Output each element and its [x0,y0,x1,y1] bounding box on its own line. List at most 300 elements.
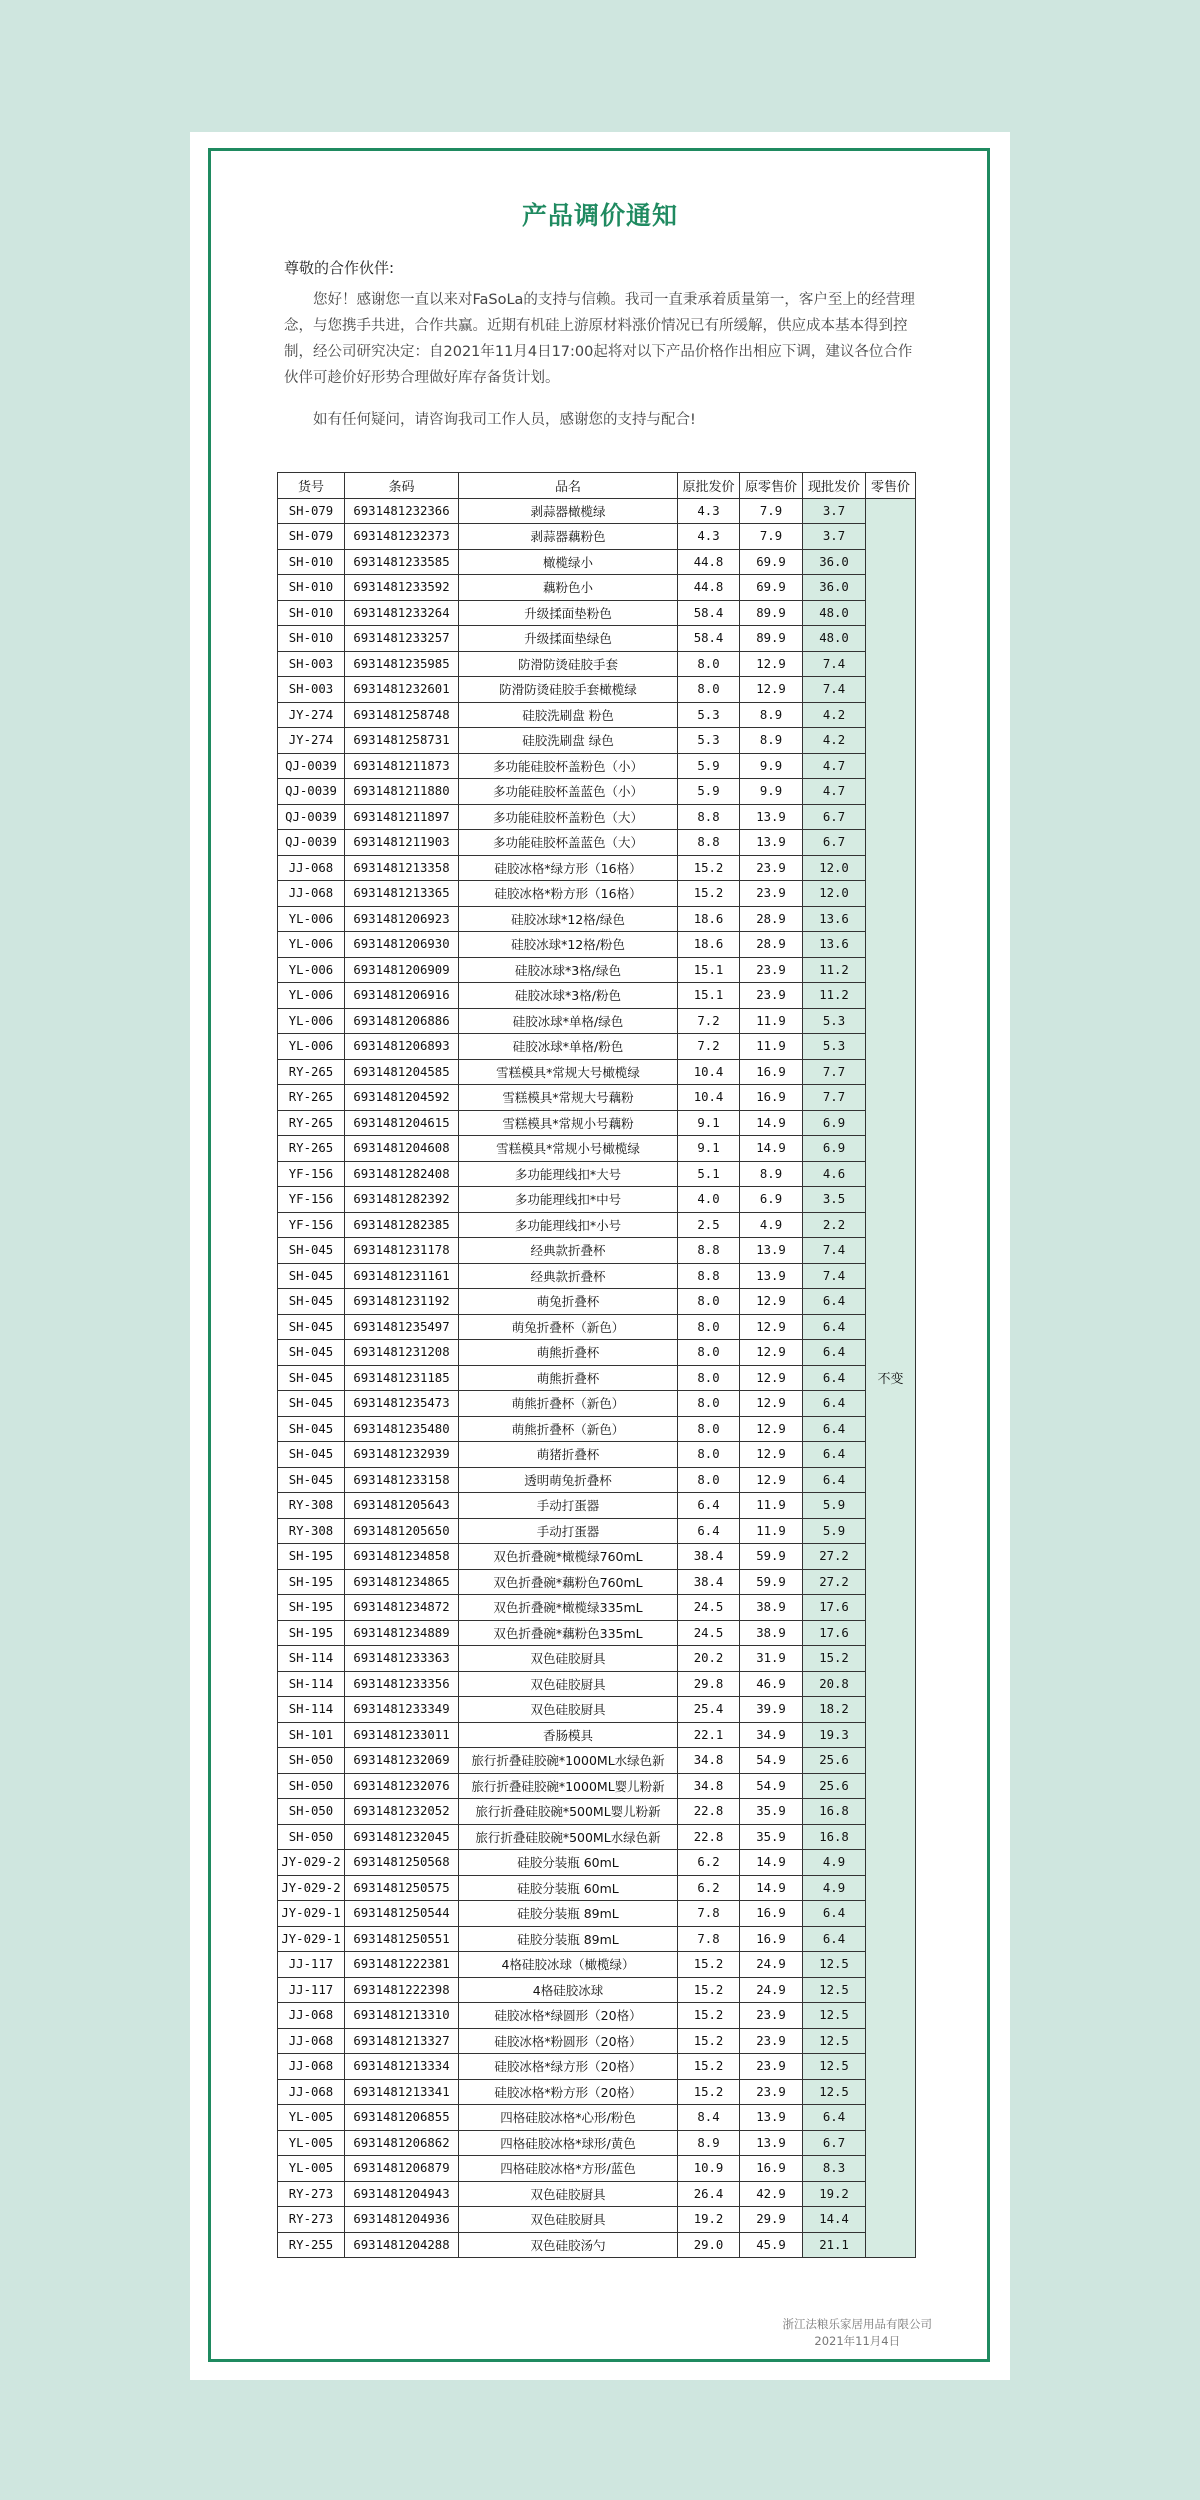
table-row [278,1263,916,1289]
table-row [278,1034,916,1060]
sku-cell: RY-255 [278,2232,345,2258]
new-wholesale-cell: 5.9 [803,1493,866,1519]
barcode-cell: 6931481204585 [345,1059,459,1085]
new-wholesale-cell: 2.2 [803,1212,866,1238]
new-wholesale-cell: 4.2 [803,728,866,754]
product-name-cell: 硅胶冰球*单格/绿色 [459,1008,678,1034]
product-name-cell: 硅胶冰格*绿圆形（20格） [459,2003,678,2029]
old-wholesale-cell: 9.1 [678,1110,740,1136]
new-wholesale-cell: 36.0 [803,549,866,575]
old-wholesale-cell: 10.9 [678,2156,740,2182]
product-name-cell: 萌兔折叠杯（新色） [459,1314,678,1340]
old-retail-cell: 11.9 [740,1493,803,1519]
old-retail-cell: 89.9 [740,626,803,652]
old-wholesale-cell: 7.2 [678,1034,740,1060]
barcode-cell: 6931481233349 [345,1697,459,1723]
product-name-cell: 四格硅胶冰格*心形/粉色 [459,2105,678,2131]
old-wholesale-cell: 24.5 [678,1620,740,1646]
table-row [278,1289,916,1315]
new-wholesale-cell: 12.0 [803,855,866,881]
old-retail-cell: 13.9 [740,804,803,830]
barcode-cell: 6931481204943 [345,2181,459,2207]
new-wholesale-cell: 11.2 [803,983,866,1009]
old-retail-cell: 16.9 [740,1085,803,1111]
old-retail-cell: 59.9 [740,1569,803,1595]
barcode-cell: 6931481213341 [345,2079,459,2105]
old-retail-cell: 12.9 [740,677,803,703]
table-row [278,1187,916,1213]
table-row [278,1697,916,1723]
table-row [278,1901,916,1927]
old-wholesale-cell: 26.4 [678,2181,740,2207]
sku-cell: YF-156 [278,1212,345,1238]
table-row [278,2207,916,2233]
old-wholesale-cell: 15.2 [678,2028,740,2054]
table-row [278,651,916,677]
notice-paragraph-1: 您好！感谢您一直以来对FaSoLa的支持与信赖。我司一直秉承着质量第一，客户至上的经营理念，与您携手共进，合作共赢。近期有机硅上游原材料涨价情况已有所缓解，供应成本基本得到控制，经公司研究决定：自2021年11月4日17:00起将对以下产品价格作出相应下调，建议各位合作伙伴可趁价好形势合理做好库存备货计划。 [284,292,915,386]
barcode-cell: 6931481235473 [345,1391,459,1417]
barcode-cell: 6931481206909 [345,957,459,983]
table-row [278,1620,916,1646]
table-row [278,1391,916,1417]
old-wholesale-cell: 7.2 [678,1008,740,1034]
barcode-cell: 6931481213334 [345,2054,459,2080]
product-name-cell: 旅行折叠硅胶碗*1000ML婴儿粉新 [459,1773,678,1799]
sku-cell: QJ-0039 [278,830,345,856]
product-name-cell: 香肠模具 [459,1722,678,1748]
table-row [278,1671,916,1697]
new-wholesale-cell: 7.7 [803,1085,866,1111]
barcode-cell: 6931481222398 [345,1977,459,2003]
table-row [278,932,916,958]
old-wholesale-cell: 38.4 [678,1569,740,1595]
old-retail-cell: 8.9 [740,702,803,728]
sku-cell: JJ-068 [278,2003,345,2029]
header-product-name: 品名 [459,473,678,499]
new-wholesale-cell: 12.5 [803,1977,866,2003]
new-wholesale-cell: 12.5 [803,2054,866,2080]
product-name-cell: 双色硅胶厨具 [459,1646,678,1672]
table-row [278,1467,916,1493]
old-wholesale-cell: 15.2 [678,2054,740,2080]
product-name-cell: 经典款折叠杯 [459,1238,678,1264]
product-name-cell: 藕粉色小 [459,575,678,601]
old-wholesale-cell: 15.1 [678,983,740,1009]
barcode-cell: 6931481232373 [345,524,459,550]
sku-cell: SH-045 [278,1314,345,1340]
new-wholesale-cell: 6.4 [803,1467,866,1493]
product-name-cell: 硅胶冰格*粉方形（16格） [459,881,678,907]
new-wholesale-cell: 5.9 [803,1518,866,1544]
old-retail-cell: 13.9 [740,2105,803,2131]
old-retail-cell: 38.9 [740,1595,803,1621]
product-name-cell: 雪糕模具*常规小号藕粉 [459,1110,678,1136]
sku-cell: SH-045 [278,1340,345,1366]
sku-cell: SH-050 [278,1799,345,1825]
new-wholesale-cell: 7.4 [803,677,866,703]
old-retail-cell: 28.9 [740,906,803,932]
new-wholesale-cell: 21.1 [803,2232,866,2258]
old-wholesale-cell: 8.9 [678,2130,740,2156]
table-row [278,1926,916,1952]
old-retail-cell: 12.9 [740,1314,803,1340]
new-wholesale-cell: 19.2 [803,2181,866,2207]
table-header-row [278,473,916,499]
old-wholesale-cell: 8.0 [678,1314,740,1340]
new-wholesale-cell: 6.7 [803,804,866,830]
sku-cell: RY-273 [278,2181,345,2207]
sku-cell: YL-006 [278,906,345,932]
table-row [278,1722,916,1748]
table-row [278,1340,916,1366]
barcode-cell: 6931481233264 [345,600,459,626]
old-wholesale-cell: 58.4 [678,600,740,626]
barcode-cell: 6931481235985 [345,651,459,677]
old-retail-cell: 34.9 [740,1722,803,1748]
product-name-cell: 4格硅胶冰球（橄榄绿） [459,1952,678,1978]
barcode-cell: 6931481232069 [345,1748,459,1774]
product-name-cell: 双色折叠碗*橄榄绿760mL [459,1544,678,1570]
table-row [278,626,916,652]
old-retail-cell: 16.9 [740,2156,803,2182]
new-wholesale-cell: 6.4 [803,1901,866,1927]
barcode-cell: 6931481233158 [345,1467,459,1493]
old-wholesale-cell: 22.1 [678,1722,740,1748]
new-wholesale-cell: 6.7 [803,830,866,856]
barcode-cell: 6931481233363 [345,1646,459,1672]
new-wholesale-cell: 13.6 [803,906,866,932]
old-retail-cell: 11.9 [740,1034,803,1060]
sku-cell: SH-050 [278,1773,345,1799]
table-row [278,1085,916,1111]
old-retail-cell: 14.9 [740,1136,803,1162]
barcode-cell: 6931481204615 [345,1110,459,1136]
table-row [278,2028,916,2054]
barcode-cell: 6931481234872 [345,1595,459,1621]
new-wholesale-cell: 5.3 [803,1034,866,1060]
barcode-cell: 6931481233356 [345,1671,459,1697]
sku-cell: RY-265 [278,1136,345,1162]
old-wholesale-cell: 18.6 [678,932,740,958]
table-row [278,1212,916,1238]
old-wholesale-cell: 10.4 [678,1059,740,1085]
barcode-cell: 6931481282385 [345,1212,459,1238]
old-wholesale-cell: 44.8 [678,549,740,575]
product-name-cell: 防滑防烫硅胶手套 [459,651,678,677]
table-row [278,728,916,754]
old-retail-cell: 23.9 [740,881,803,907]
barcode-cell: 6931481232052 [345,1799,459,1825]
barcode-cell: 6931481211903 [345,830,459,856]
new-wholesale-cell: 4.7 [803,779,866,805]
old-retail-cell: 35.9 [740,1799,803,1825]
old-wholesale-cell: 58.4 [678,626,740,652]
new-wholesale-cell: 27.2 [803,1569,866,1595]
product-name-cell: 雪糕模具*常规小号橄榄绿 [459,1136,678,1162]
header-old-retail: 原零售价 [740,473,803,499]
new-wholesale-cell: 7.4 [803,1263,866,1289]
barcode-cell: 6931481231192 [345,1289,459,1315]
sku-cell: YF-156 [278,1161,345,1187]
product-name-cell: 手动打蛋器 [459,1518,678,1544]
new-wholesale-cell: 17.6 [803,1595,866,1621]
barcode-cell: 6931481232045 [345,1824,459,1850]
product-name-cell: 萌猪折叠杯 [459,1442,678,1468]
old-wholesale-cell: 10.4 [678,1085,740,1111]
sku-cell: JY-029-2 [278,1875,345,1901]
old-retail-cell: 69.9 [740,549,803,575]
new-wholesale-cell: 16.8 [803,1824,866,1850]
old-retail-cell: 6.9 [740,1187,803,1213]
old-wholesale-cell: 18.6 [678,906,740,932]
new-wholesale-cell: 20.8 [803,1671,866,1697]
new-wholesale-cell: 12.5 [803,2028,866,2054]
new-wholesale-cell: 6.4 [803,1926,866,1952]
table-row [278,1416,916,1442]
barcode-cell: 6931481282392 [345,1187,459,1213]
barcode-cell: 6931481232366 [345,498,459,524]
header-retail: 零售价 [866,473,916,499]
product-name-cell: 四格硅胶冰格*方形/蓝色 [459,2156,678,2182]
sku-cell: SH-045 [278,1442,345,1468]
barcode-cell: 6931481235497 [345,1314,459,1340]
old-wholesale-cell: 8.0 [678,651,740,677]
table-row [278,830,916,856]
barcode-cell: 6931481282408 [345,1161,459,1187]
table-row [278,498,916,524]
barcode-cell: 6931481232076 [345,1773,459,1799]
product-name-cell: 硅胶冰球*单格/粉色 [459,1034,678,1060]
old-wholesale-cell: 8.0 [678,1289,740,1315]
table-row [278,575,916,601]
product-name-cell: 手动打蛋器 [459,1493,678,1519]
new-wholesale-cell: 18.2 [803,1697,866,1723]
new-wholesale-cell: 6.4 [803,1442,866,1468]
product-name-cell: 硅胶冰格*粉圆形（20格） [459,2028,678,2054]
sku-cell: JJ-068 [278,2028,345,2054]
old-wholesale-cell: 19.2 [678,2207,740,2233]
product-name-cell: 升级揉面垫绿色 [459,626,678,652]
table-row [278,549,916,575]
sku-cell: JY-029-1 [278,1926,345,1952]
sku-cell: JJ-068 [278,2079,345,2105]
sku-cell: SH-045 [278,1467,345,1493]
barcode-cell: 6931481234889 [345,1620,459,1646]
product-name-cell: 萌兔折叠杯 [459,1289,678,1315]
product-name-cell: 橄榄绿小 [459,549,678,575]
barcode-cell: 6931481233011 [345,1722,459,1748]
sku-cell: SH-114 [278,1671,345,1697]
old-retail-cell: 13.9 [740,1263,803,1289]
sku-cell: SH-050 [278,1824,345,1850]
barcode-cell: 6931481233592 [345,575,459,601]
old-wholesale-cell: 20.2 [678,1646,740,1672]
sku-cell: JJ-068 [278,881,345,907]
old-retail-cell: 23.9 [740,2003,803,2029]
sku-cell: JY-274 [278,728,345,754]
greeting: 尊敬的合作伙伴: [284,259,395,277]
old-retail-cell: 54.9 [740,1773,803,1799]
old-wholesale-cell: 15.2 [678,881,740,907]
product-name-cell: 剥蒜器橄榄绿 [459,498,678,524]
sku-cell: RY-308 [278,1518,345,1544]
old-retail-cell: 7.9 [740,498,803,524]
sku-cell: SH-045 [278,1416,345,1442]
sku-cell: YL-006 [278,1008,345,1034]
new-wholesale-cell: 11.2 [803,957,866,983]
product-name-cell: 萌熊折叠杯 [459,1365,678,1391]
table-row [278,2232,916,2258]
new-wholesale-cell: 3.5 [803,1187,866,1213]
product-name-cell: 双色硅胶汤勺 [459,2232,678,2258]
barcode-cell: 6931481206893 [345,1034,459,1060]
sku-cell: QJ-0039 [278,804,345,830]
product-name-cell: 多功能硅胶杯盖粉色（小） [459,753,678,779]
barcode-cell: 6931481204936 [345,2207,459,2233]
old-retail-cell: 31.9 [740,1646,803,1672]
old-retail-cell: 89.9 [740,600,803,626]
old-retail-cell: 9.9 [740,779,803,805]
new-wholesale-cell: 6.4 [803,1365,866,1391]
table-row [278,1493,916,1519]
old-retail-cell: 8.9 [740,1161,803,1187]
header-sku: 货号 [278,473,345,499]
barcode-cell: 6931481250568 [345,1850,459,1876]
old-wholesale-cell: 6.4 [678,1518,740,1544]
product-name-cell: 硅胶分装瓶 60mL [459,1850,678,1876]
old-retail-cell: 9.9 [740,753,803,779]
table-row [278,1314,916,1340]
product-name-cell: 双色折叠碗*藕粉色760mL [459,1569,678,1595]
barcode-cell: 6931481205643 [345,1493,459,1519]
product-name-cell: 硅胶冰格*绿方形（16格） [459,855,678,881]
sku-cell: JY-029-2 [278,1850,345,1876]
table-row [278,2181,916,2207]
product-name-cell: 双色折叠碗*藕粉色335mL [459,1620,678,1646]
old-wholesale-cell: 8.8 [678,830,740,856]
barcode-cell: 6931481204288 [345,2232,459,2258]
old-wholesale-cell: 22.8 [678,1824,740,1850]
retail-unchanged-cell: 不变 [866,498,916,2258]
old-retail-cell: 23.9 [740,2054,803,2080]
barcode-cell: 6931481204592 [345,1085,459,1111]
table-row [278,1161,916,1187]
notice-paper [190,132,1010,2380]
old-retail-cell: 13.9 [740,830,803,856]
table-row [278,702,916,728]
sku-cell: RY-308 [278,1493,345,1519]
barcode-cell: 6931481234858 [345,1544,459,1570]
table-body [278,498,916,2258]
company-signature [783,2316,933,2350]
old-retail-cell: 23.9 [740,2028,803,2054]
new-wholesale-cell: 7.4 [803,1238,866,1264]
old-retail-cell: 12.9 [740,1416,803,1442]
product-name-cell: 多功能理线扣*小号 [459,1212,678,1238]
sku-cell: SH-101 [278,1722,345,1748]
sku-cell: RY-265 [278,1059,345,1085]
product-name-cell: 剥蒜器藕粉色 [459,524,678,550]
sku-cell: SH-045 [278,1238,345,1264]
old-wholesale-cell: 8.8 [678,1238,740,1264]
barcode-cell: 6931481205650 [345,1518,459,1544]
barcode-cell: 6931481250544 [345,1901,459,1927]
old-retail-cell: 23.9 [740,957,803,983]
old-wholesale-cell: 15.1 [678,957,740,983]
old-retail-cell: 28.9 [740,932,803,958]
sku-cell: SH-195 [278,1569,345,1595]
old-wholesale-cell: 15.2 [678,1977,740,2003]
barcode-cell: 6931481250575 [345,1875,459,1901]
old-retail-cell: 38.9 [740,1620,803,1646]
old-retail-cell: 69.9 [740,575,803,601]
new-wholesale-cell: 25.6 [803,1773,866,1799]
old-retail-cell: 4.9 [740,1212,803,1238]
product-name-cell: 硅胶冰球*3格/粉色 [459,983,678,1009]
barcode-cell: 6931481206923 [345,906,459,932]
old-retail-cell: 45.9 [740,2232,803,2258]
old-retail-cell: 8.9 [740,728,803,754]
sku-cell: SH-114 [278,1646,345,1672]
old-retail-cell: 12.9 [740,1391,803,1417]
product-name-cell: 多功能硅胶杯盖蓝色（大） [459,830,678,856]
old-retail-cell: 11.9 [740,1008,803,1034]
barcode-cell: 6931481231208 [345,1340,459,1366]
sku-cell: RY-265 [278,1085,345,1111]
price-table [277,472,916,2258]
sku-cell: SH-010 [278,626,345,652]
table-row [278,600,916,626]
barcode-cell: 6931481213358 [345,855,459,881]
new-wholesale-cell: 25.6 [803,1748,866,1774]
product-name-cell: 透明萌兔折叠杯 [459,1467,678,1493]
old-wholesale-cell: 4.3 [678,524,740,550]
old-wholesale-cell: 5.9 [678,779,740,805]
product-name-cell: 经典款折叠杯 [459,1263,678,1289]
barcode-cell: 6931481206916 [345,983,459,1009]
header-barcode: 条码 [345,473,459,499]
barcode-cell: 6931481231185 [345,1365,459,1391]
new-wholesale-cell: 12.5 [803,1952,866,1978]
old-wholesale-cell: 8.8 [678,804,740,830]
product-name-cell: 4格硅胶冰球 [459,1977,678,2003]
new-wholesale-cell: 4.7 [803,753,866,779]
old-retail-cell: 16.9 [740,1901,803,1927]
new-wholesale-cell: 17.6 [803,1620,866,1646]
table-row [278,1799,916,1825]
new-wholesale-cell: 12.5 [803,2079,866,2105]
barcode-cell: 6931481233257 [345,626,459,652]
new-wholesale-cell: 6.4 [803,1391,866,1417]
product-name-cell: 防滑防烫硅胶手套橄榄绿 [459,677,678,703]
sku-cell: SH-079 [278,524,345,550]
old-retail-cell: 12.9 [740,651,803,677]
product-name-cell: 双色硅胶厨具 [459,2207,678,2233]
old-retail-cell: 12.9 [740,1365,803,1391]
page-title: 产品调价通知 [521,201,678,230]
sku-cell: SH-195 [278,1595,345,1621]
table-row [278,677,916,703]
old-wholesale-cell: 15.2 [678,2003,740,2029]
table-row [278,524,916,550]
old-retail-cell: 16.9 [740,1926,803,1952]
old-wholesale-cell: 34.8 [678,1748,740,1774]
old-wholesale-cell: 5.3 [678,728,740,754]
barcode-cell: 6931481211873 [345,753,459,779]
old-retail-cell: 35.9 [740,1824,803,1850]
barcode-cell: 6931481234865 [345,1569,459,1595]
barcode-cell: 6931481213327 [345,2028,459,2054]
